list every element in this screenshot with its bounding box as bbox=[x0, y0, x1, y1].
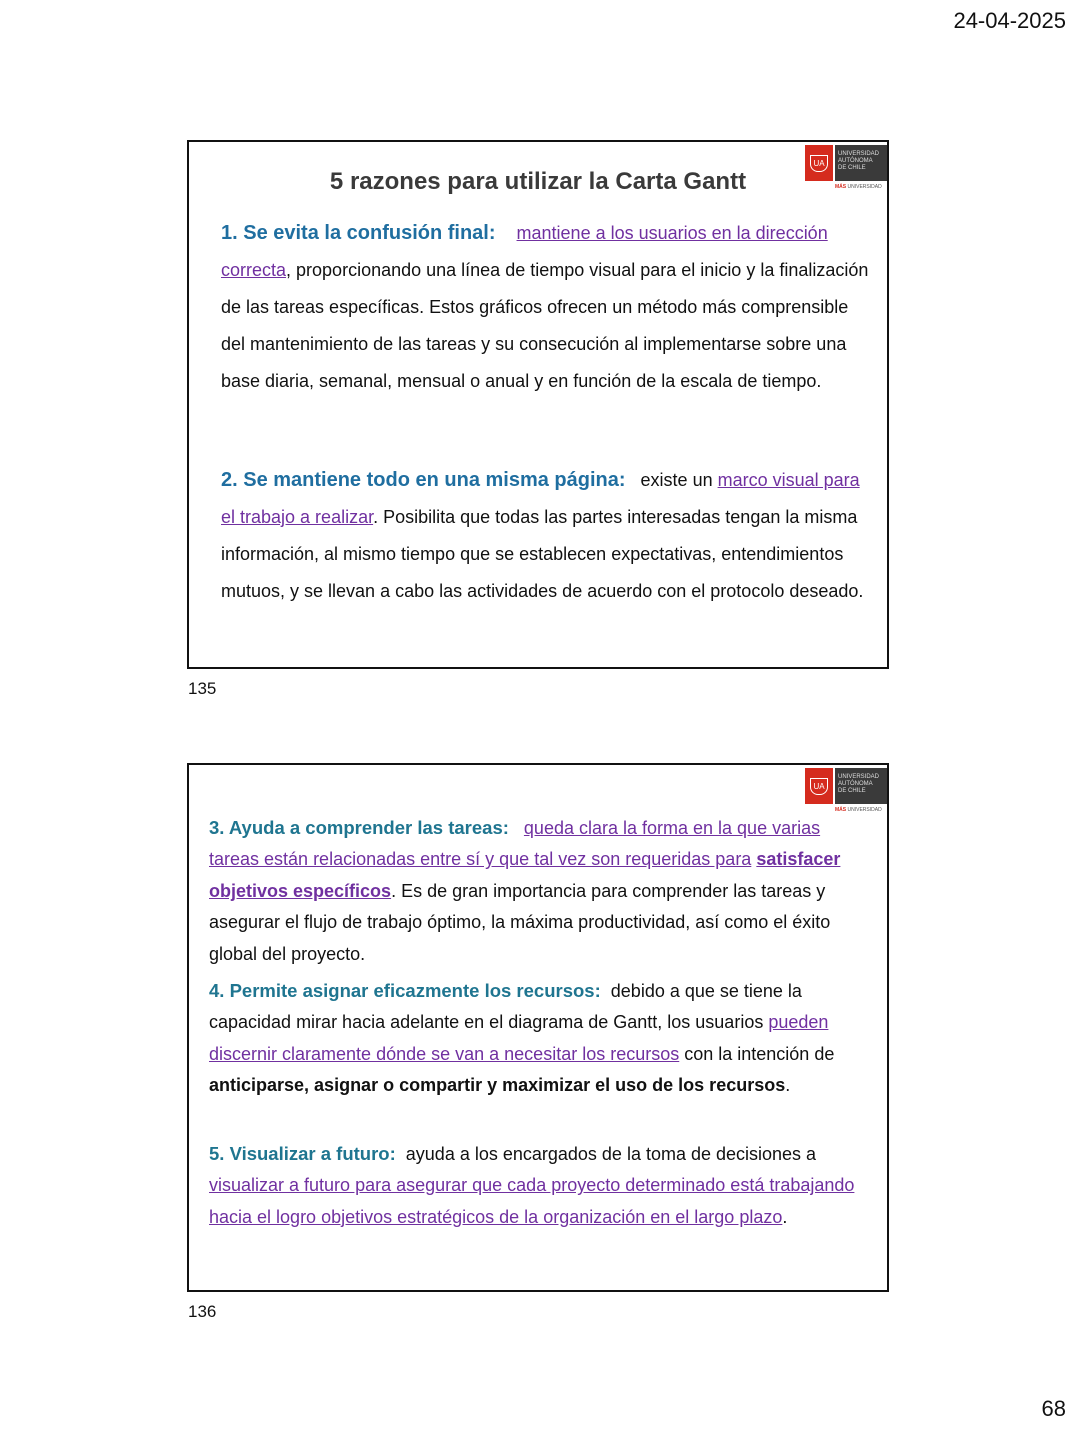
reason-text: , proporcionando una línea de tiempo visual para el inicio y la finalización de las tareas específicas. Estos gráficos ofrecen un método más comprensible del mantenimiento de las tareas y su consecución al implementarse sobre una base diaria, semanal, mensual o anual y en función de la escala de tiempo. bbox=[221, 260, 869, 391]
reason-heading: 1. Se evita la confusión final: bbox=[221, 222, 496, 244]
logo-line: AUTÓNOMA bbox=[838, 158, 873, 164]
reason-link[interactable]: visualizar a futuro para asegurar que cada proyecto determinado está trabajando hacia el logro objetivos estratégicos de la organización en el largo plazo bbox=[209, 1175, 855, 1227]
tagline-bold: MÁS bbox=[835, 807, 847, 813]
logo-line: DE CHILE bbox=[838, 788, 866, 794]
reason-5 bbox=[209, 1138, 859, 1233]
slide-135 bbox=[187, 140, 889, 669]
reason-pre: debido a que se tiene la capacidad mirar hacia adelante en el diagrama de Gantt, los usuarios bbox=[209, 981, 802, 1033]
reason-heading: 2. Se mantiene todo en una misma página: bbox=[221, 469, 626, 491]
reason-link[interactable]: pueden discernir claramente dónde se van a necesitar los recursos bbox=[209, 1012, 829, 1064]
reason-pre: ayuda a los encargados de la toma de decisiones a bbox=[405, 1144, 817, 1164]
logo-mark: UA bbox=[810, 778, 827, 795]
slide-title: 5 razones para utilizar la Carta Gantt bbox=[329, 168, 747, 195]
reason-2 bbox=[221, 462, 871, 610]
shield-icon bbox=[805, 768, 833, 804]
university-logo bbox=[805, 768, 887, 814]
page-number: 68 bbox=[1041, 1396, 1066, 1421]
reason-4 bbox=[209, 975, 859, 1102]
reason-bold: anticiparse, asignar o compartir y maximizar el uso de los recursos bbox=[209, 1075, 786, 1096]
tagline-bold: MÁS bbox=[835, 184, 847, 190]
reason-link[interactable]: marco visual para el trabajo a realizar bbox=[221, 470, 860, 527]
reason-pre: existe un bbox=[640, 470, 718, 490]
slide-number: 136 bbox=[188, 1302, 217, 1321]
reason-link[interactable]: queda clara la forma en la que varias tareas están relacionadas entre sí y que tal vez son requeridas para bbox=[209, 818, 821, 870]
tagline-text: UNIVERSIDAD bbox=[847, 184, 882, 190]
reason-heading: 5. Visualizar a futuro: bbox=[209, 1143, 396, 1164]
reason-mid: con la intención de bbox=[679, 1043, 835, 1064]
reason-heading: 3. Ayuda a comprender las tareas: bbox=[209, 817, 509, 838]
reason-1 bbox=[221, 215, 871, 400]
reason-text: . Es de gran importancia para comprender las tareas y asegurar el flujo de trabajo óptimo, la máxima productividad, así como el éxito global del proyecto. bbox=[209, 880, 831, 964]
reason-heading: 4. Permite asignar eficazmente los recursos: bbox=[209, 980, 601, 1001]
reason-3 bbox=[209, 812, 859, 970]
logo-line: DE CHILE bbox=[838, 165, 866, 171]
logo-line: UNIVERSIDAD bbox=[838, 774, 880, 780]
tagline-text: UNIVERSIDAD bbox=[847, 807, 882, 813]
reason-link-bold[interactable]: satisfacer objetivos específicos bbox=[209, 849, 841, 901]
reason-end: . bbox=[785, 1075, 791, 1096]
logo-mark: UA bbox=[810, 155, 827, 172]
date: 24-04-2025 bbox=[953, 8, 1066, 33]
reason-end: . bbox=[782, 1206, 788, 1227]
reason-text: . Posibilita que todas las partes interesadas tengan la misma información, al mismo tiempo que se establecen expectativas, entendimientos mutuos, y se llevan a cabo las actividades de acuerdo con el protocolo deseado. bbox=[221, 507, 864, 601]
logo-line: AUTÓNOMA bbox=[838, 781, 873, 787]
reason-link[interactable]: mantiene a los usuarios en la dirección correcta bbox=[221, 223, 828, 280]
slide-number: 135 bbox=[188, 679, 217, 698]
logo-line: UNIVERSIDAD bbox=[838, 151, 880, 157]
logo-name bbox=[835, 768, 887, 804]
slide-136 bbox=[187, 763, 889, 1292]
